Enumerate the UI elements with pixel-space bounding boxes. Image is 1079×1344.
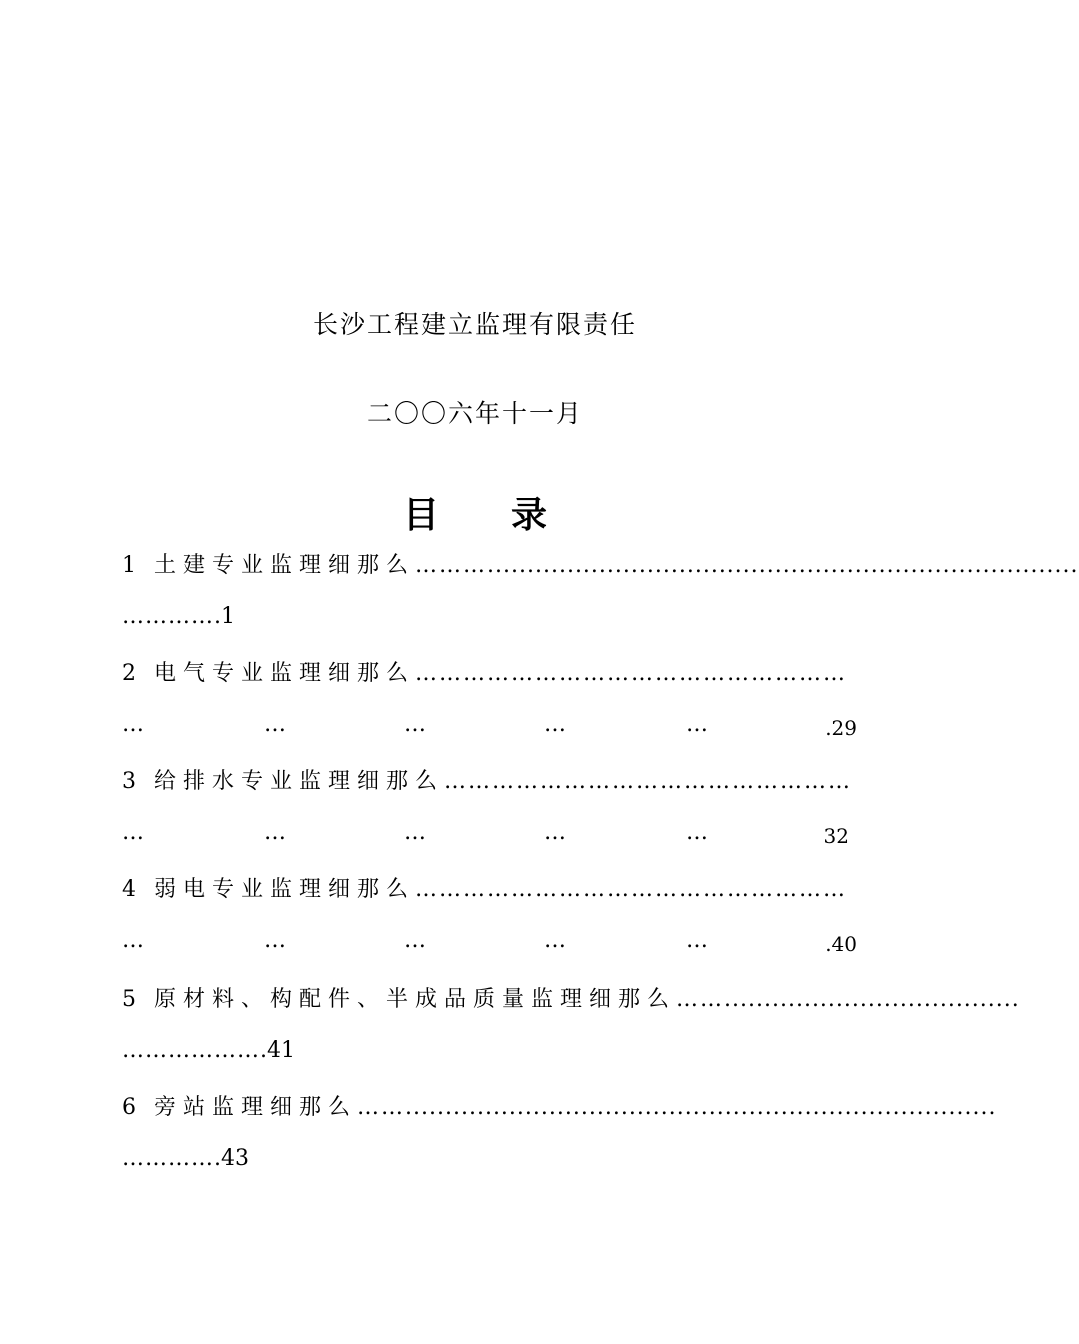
toc-leader-dot: … — [122, 928, 144, 953]
toc-leader-dots: .......................................................................... — [405, 1095, 997, 1120]
toc-leader-dot: … — [686, 928, 708, 953]
toc-entry[interactable] — [122, 982, 1020, 1063]
toc-entry[interactable] — [122, 1090, 997, 1171]
toc-entry-number: 2 — [122, 661, 136, 686]
toc-leader: …… — [357, 1095, 406, 1120]
toc-leader-dot: … — [404, 712, 426, 737]
company-name: 长沙工程建立监理有限责任 — [312, 310, 637, 339]
toc-page-number: 32 — [823, 824, 849, 848]
toc-leader: ……………………………………………… — [415, 661, 848, 686]
toc-entry[interactable] — [122, 548, 1079, 629]
toc-page-number: .40 — [825, 932, 857, 956]
toc-leader-continued: ………… — [122, 1146, 214, 1171]
toc-leader: ……………………………………………… — [415, 877, 848, 902]
toc-title: 目 录 — [402, 495, 547, 536]
toc-leader-dot: … — [686, 820, 708, 845]
toc-leader: ……… — [415, 553, 488, 578]
toc-leader-dot: … — [264, 928, 286, 953]
toc-leader-dots: ..................................... — [724, 987, 1020, 1012]
toc-entry-title: 土建专业监理细那么 — [154, 553, 416, 578]
toc-leader: …………………………………………… — [444, 769, 853, 794]
toc-page-number: .1 — [214, 604, 235, 629]
toc-leader-dot: … — [544, 712, 566, 737]
toc-entry-number: 3 — [122, 769, 136, 794]
toc-leader-dot: … — [686, 712, 708, 737]
toc-entry-title: 弱电专业监理细那么 — [154, 877, 416, 902]
toc-leader-dot: … — [122, 712, 144, 737]
toc-entry-number: 4 — [122, 877, 136, 902]
toc-entry[interactable] — [122, 872, 857, 956]
toc-entry-title: 给排水专业监理细那么 — [154, 769, 445, 794]
toc-entry-title: 原材料、构配件、半成品质量监理细那么 — [154, 987, 677, 1012]
toc-entry-title: 电气专业监理细那么 — [154, 661, 416, 686]
document-date: 二〇〇六年十一月 — [366, 399, 583, 428]
toc-leader-dots: .......................................................................... — [487, 553, 1079, 578]
toc-leader-dot: … — [122, 820, 144, 845]
toc-leader-dot: … — [544, 820, 566, 845]
toc-entry[interactable] — [122, 764, 857, 848]
toc-leader-dot: … — [264, 820, 286, 845]
toc-entry-number: 5 — [122, 987, 136, 1012]
toc-entry-title: 旁站监理细那么 — [154, 1095, 358, 1120]
toc-leader-continued: ……………… — [122, 1038, 260, 1063]
toc-page-number: .43 — [214, 1146, 249, 1171]
toc-leader-dot: … — [404, 820, 426, 845]
toc-leader-continued: ………… — [122, 604, 214, 629]
toc-page-number: .29 — [825, 716, 857, 740]
toc-entry[interactable] — [122, 656, 857, 740]
toc-leader-dot: … — [544, 928, 566, 953]
toc-entry-number: 1 — [122, 553, 136, 578]
toc-page-number: .41 — [260, 1038, 295, 1063]
toc-entry-number: 6 — [122, 1095, 136, 1120]
toc-leader-dot: … — [264, 712, 286, 737]
toc-leader-dot: … — [404, 928, 426, 953]
toc-leader: …… — [676, 987, 725, 1012]
